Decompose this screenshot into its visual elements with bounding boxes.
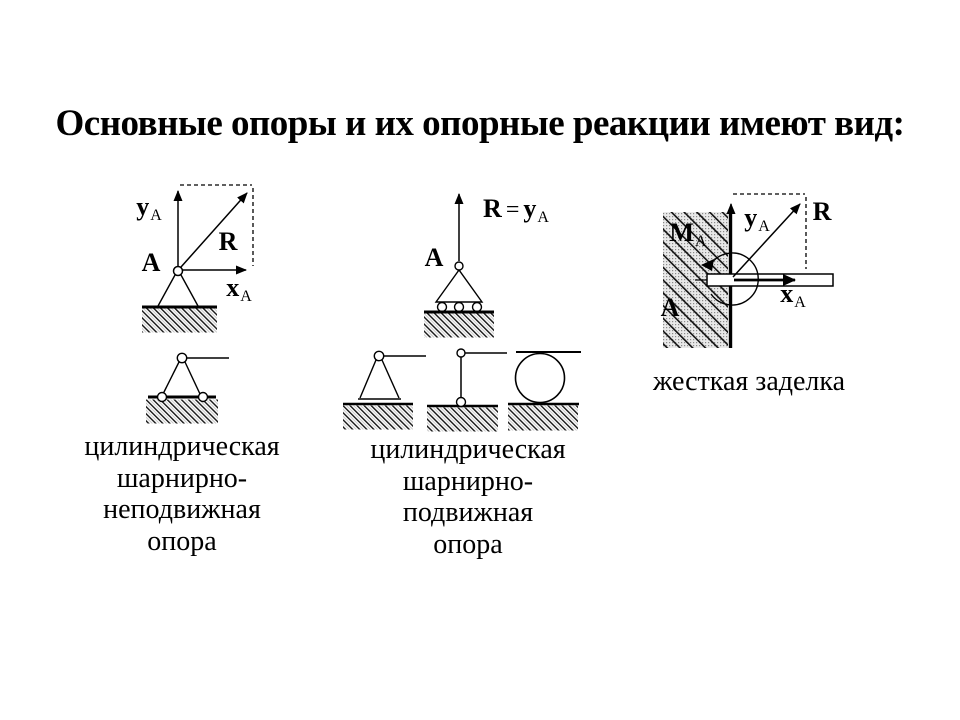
roller-support-diagram	[343, 194, 581, 432]
ground-hatch	[427, 408, 498, 432]
label-point-A: A	[141, 248, 161, 277]
ground-hatch	[508, 406, 578, 431]
caption-line: цилиндрическая	[370, 434, 566, 465]
label-R: R	[812, 197, 832, 226]
support-leg	[181, 275, 198, 306]
slide-title: Основные опоры и их опорные реакции имеют вид:	[55, 103, 905, 144]
caption-line: опора	[147, 525, 217, 557]
support-leg	[185, 362, 200, 394]
foot-hinge-circle	[457, 398, 466, 407]
caption-line: неподвижная	[103, 494, 261, 525]
support-leg	[158, 275, 175, 306]
label-yA: yA	[136, 192, 162, 224]
hinge-pin-circle	[177, 353, 186, 362]
roller-ball-circle	[516, 354, 565, 403]
ground-hatch	[343, 406, 413, 430]
hinge-pin-circle	[174, 267, 183, 276]
label-R-equals-yA: R = yA	[483, 194, 549, 226]
caption-line: шарнирно-	[402, 465, 534, 497]
label-yA: yA	[744, 203, 770, 235]
roller-circle	[455, 303, 464, 312]
label-point-A: A	[424, 243, 444, 272]
foot-hinge-circle	[158, 393, 167, 402]
support-triangle	[436, 270, 482, 302]
caption-pinned-support	[84, 431, 279, 557]
label-point-A: A	[660, 293, 680, 322]
caption-line: жесткая заделка	[653, 366, 845, 397]
hinge-pin-circle	[455, 262, 463, 270]
support-leg	[382, 360, 399, 398]
hinge-pin-circle	[457, 349, 465, 357]
hinge-pin-circle	[374, 351, 383, 360]
foot-hinge-circle	[199, 393, 208, 402]
roller-circle	[438, 303, 447, 312]
support-leg	[163, 362, 179, 394]
caption-roller-support	[370, 434, 565, 560]
label-xA: xA	[780, 279, 806, 311]
caption-line: подвижная	[402, 497, 534, 528]
label-xA: xA	[226, 273, 252, 305]
ground-hatch	[424, 314, 494, 338]
ground-hatch	[146, 400, 218, 424]
caption-line: цилиндрическая	[84, 431, 280, 462]
roller-circle	[473, 303, 482, 312]
caption-fixed-support	[653, 366, 845, 398]
caption-line: опора	[433, 528, 503, 560]
label-MA-moment: MA	[669, 218, 707, 250]
ground-hatch	[142, 309, 217, 333]
support-leg	[360, 360, 376, 398]
caption-line: шарнирно-	[116, 462, 248, 494]
label-R: R	[218, 227, 238, 256]
